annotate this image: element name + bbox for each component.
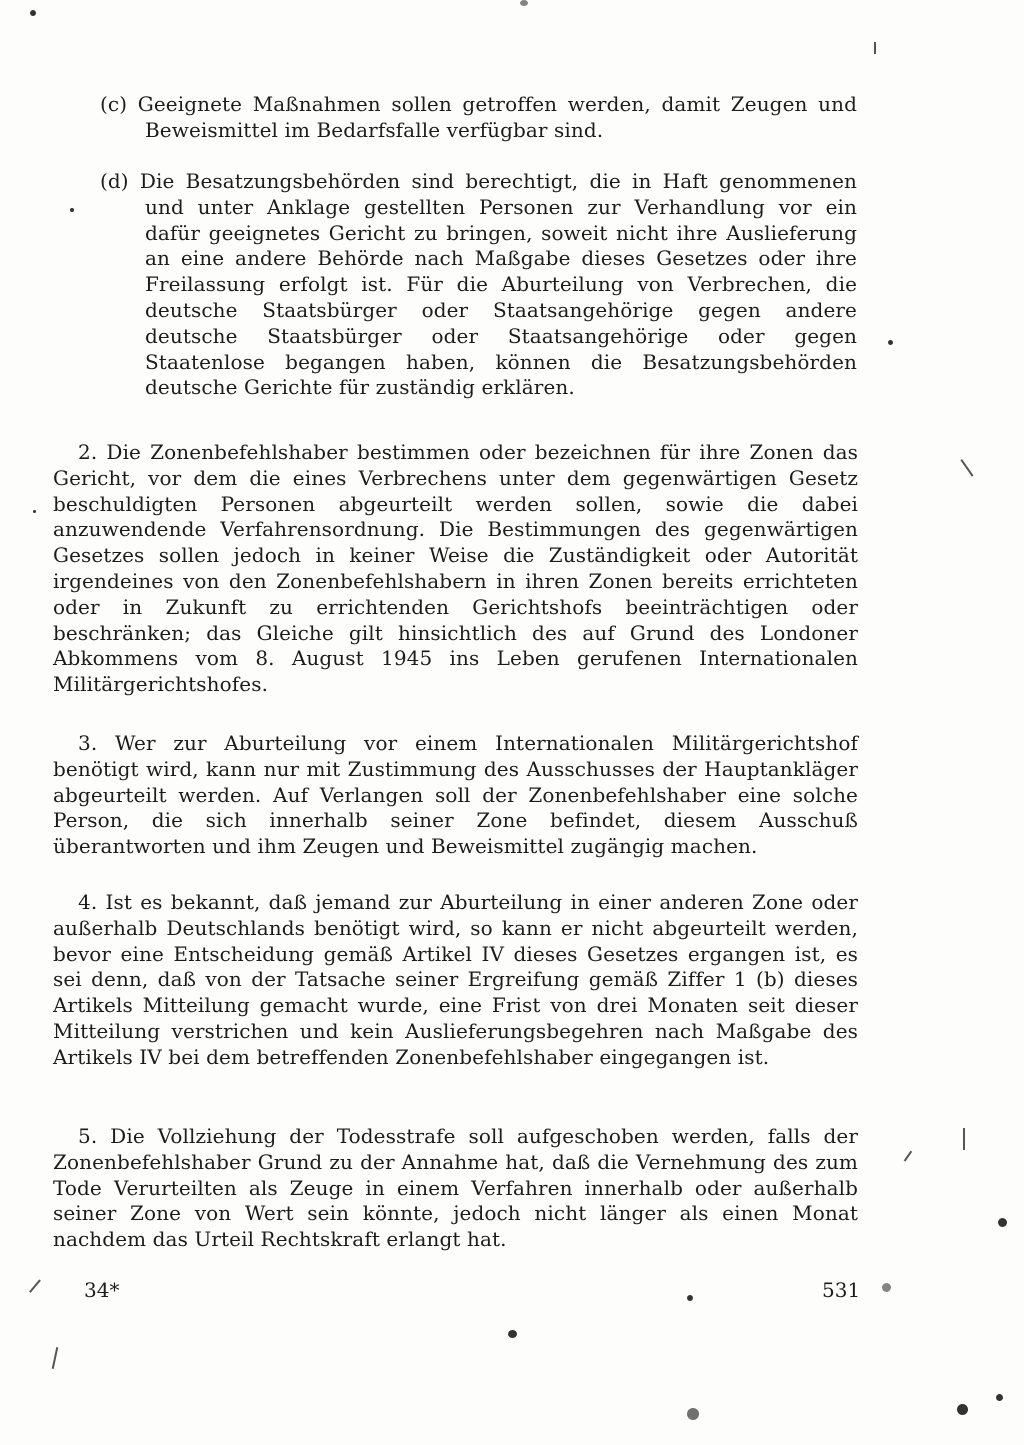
scan-speck (882, 1283, 891, 1292)
scan-speck (687, 1295, 693, 1301)
paragraph-2: 2. Die Zonenbefehlshaber bestimmen oder bezeichnen für ihre Zonen das Gericht, vor dem die eines Verbrechens unter dem gegenwärtigen Gesetz beschuldigten Personen abgeurteilt werden sollen, sowie die dabei anzuwendende Verfahrensordnung. Die Bestimmungen des gegenwärtigen Gesetzes sollen jedoch in keiner Weise die Zuständigkeit oder Autorität irgendeines von den Zonenbefehlshabern in ihren Zonen bereits errichteten oder in Zukunft zu errichtenden Gerichtshofs beeinträchtigen oder beschränken; das Gleiche gilt hinsichtlich des auf Grund des Londoner Abkommens vom 8. August 1945 ins Leben gerufenen Internationalen Militärgerichtshofes. (53, 440, 858, 697)
scan-speck (888, 340, 893, 345)
scan-speck (998, 1218, 1007, 1227)
scan-speck (520, 0, 528, 6)
scan-speck (687, 1408, 699, 1420)
paragraph-4: 4. Ist es bekannt, daß jemand zur Aburteilung in einer anderen Zone oder außerhalb Deutschlands benötigt wird, so kann er nicht abgeurteilt werden, bevor eine Entscheidung gemäß Artikel IV dieses Gesetzes ergangen ist, es sei denn, daß von der Tatsache seiner Ergreifung gemäß Ziffer 1 (b) dieses Artikels Mitteilung gemacht wurde, eine Frist von drei Monaten seit dieser Mitteilung verstrichen und kein Auslieferungsbegehren nach Maßgabe des Artikels IV bei dem betreffenden Zonenbefehlshaber eingegangen ist. (53, 890, 858, 1069)
paragraph-3: 3. Wer zur Aburteilung vor einem Internationalen Militärgerichtshof benötigt wird, kann nur mit Zustimmung des Ausschusses der Hauptankläger abgeurteilt werden. Auf Verlangen soll der Zonenbefehlshaber eine solche Person, die sich innerhalb seiner Zone befindet, diesem Ausschuß überantworten und ihm Zeugen und Beweismittel zugängig machen. (53, 731, 858, 859)
paragraph-5: 5. Die Vollziehung der Todesstrafe soll aufgeschoben werden, falls der Zonenbefehlshaber Grund zu der Annahme hat, daß die Vernehmung des zum Tode Verurteilten als Zeuge in einem Verfahren innerhalb oder außerhalb seiner Zone von Wert sein könnte, jedoch nicht länger als einen Monat nachdem das Urteil Rechtskraft erlangt hat. (53, 1124, 858, 1252)
scan-scratch (904, 1151, 912, 1162)
scan-speck (30, 10, 36, 16)
paragraph-c: (c) Geeignete Maßnahmen sollen getroffen werden, damit Zeugen und Beweismittel im Bedarfsfalle verfügbar sind. (100, 92, 857, 142)
scan-speck (33, 510, 36, 513)
signature-mark: 34* (84, 1278, 120, 1302)
scan-speck (70, 208, 74, 212)
scan-speck (996, 1394, 1003, 1401)
scan-scratch (963, 1128, 965, 1150)
scan-scratch (52, 1347, 59, 1369)
scan-speck (508, 1330, 517, 1338)
scan-scratch (874, 42, 876, 54)
scan-scratch (29, 1279, 40, 1292)
paragraph-d: (d) Die Besatzungsbehörden sind berechtigt, die in Haft genommenen und unter Anklage gestellten Personen zur Verhandlung vor ein dafür geeignetes Gericht zu bringen, soweit nicht ihre Auslieferung an eine andere Behörde nach Maßgabe dieses Gesetzes oder ihre Freilassung erfolgt ist. Für die Aburteilung von Verbrechen, die deutsche Staatsbürger oder Staatsangehörige gegen andere deutsche Staatsbürger oder Staatsangehörige oder gegen Staatenlose begangen haben, können die Besatzungsbehörden deutsche Gerichte für zuständig erklären. (100, 169, 857, 400)
scan-scratch (960, 459, 973, 476)
scan-speck (957, 1404, 968, 1415)
page-number: 531 (822, 1278, 861, 1302)
